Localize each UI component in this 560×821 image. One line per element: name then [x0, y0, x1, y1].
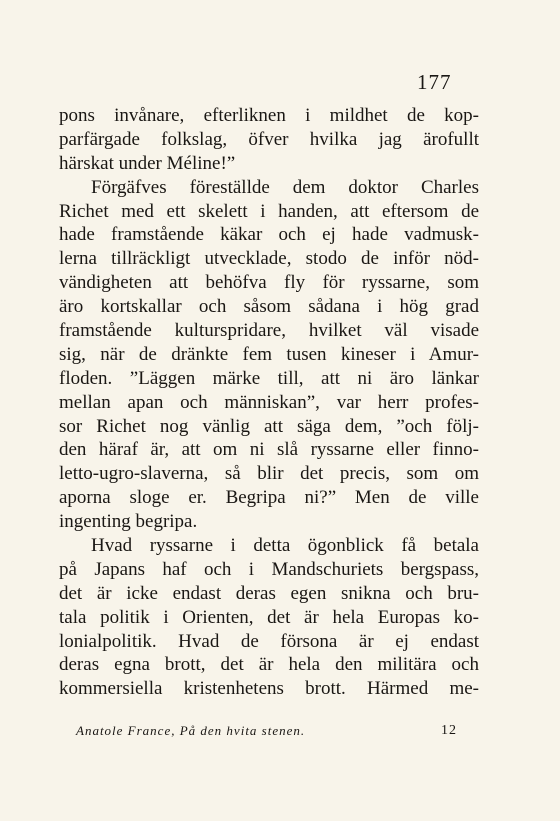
signature-number: 12	[441, 723, 457, 738]
text-line: tala politik i Orienten, det är hela Europas ko-	[59, 606, 479, 628]
text-line: deras egna brott, det är hela den militära och	[59, 654, 479, 676]
text-line: Hvad ryssarne i detta ögonblick få betala	[91, 535, 479, 557]
text-line: letto-ugro-slaverna, så blir det precis, som om	[59, 463, 479, 485]
text-line: vändigheten att behöfva fly för ryssarne, som	[59, 272, 479, 294]
text-line: pons invånare, efterliknen i mildhet de kop-	[59, 105, 479, 126]
text-line: hade framstående käkar och ej hade vadmusk-	[59, 224, 479, 246]
text-line: floden. ”Läggen märke till, att ni äro länkar	[59, 367, 479, 389]
text-line: aporna sloge er. Begripa ni?” Men de ville	[59, 487, 479, 509]
text-line: den häraf är, att om ni slå ryssarne eller finno-	[59, 439, 479, 461]
text-line: Richet med ett skelett i handen, att eftersom de	[59, 200, 479, 222]
text-line: parfärgade folkslag, öfver hvilka jag ärofullt	[59, 128, 479, 150]
text-line: Förgäfves föreställde dem doktor Charles	[91, 176, 479, 198]
text-line: sor Richet nog vänlig att säga dem, ”och följ-	[59, 415, 479, 437]
text-line: mellan apan och människan”, var herr profes-	[59, 391, 479, 413]
text-line: lonialpolitik. Hvad de försona är ej endast	[59, 630, 479, 652]
text-line: på Japans haf och i Mandschuriets bergspass,	[59, 558, 479, 580]
page-number: 177	[417, 70, 452, 94]
text-line: kommersiella kristenhetens brott. Härmed me-	[59, 678, 479, 700]
footer-signature: Anatole France, På den hvita stenen.	[76, 723, 306, 738]
text-line: lerna tillräckligt utvecklade, stodo de inför nöd-	[59, 248, 479, 270]
text-line: äro kortskallar och såsom sådana i hög grad	[59, 296, 479, 318]
text-line: härskat under Méline!”	[59, 152, 236, 174]
body-text	[59, 104, 479, 701]
text-line: det är icke endast deras egen snikna och bru-	[59, 582, 479, 604]
text-line: sig, när de dränkte fem tusen kineser i Amur-	[59, 343, 479, 365]
text-line: ingenting begripa.	[59, 511, 198, 533]
text-line: framstående kulturspridare, hvilket väl visade	[59, 320, 479, 342]
